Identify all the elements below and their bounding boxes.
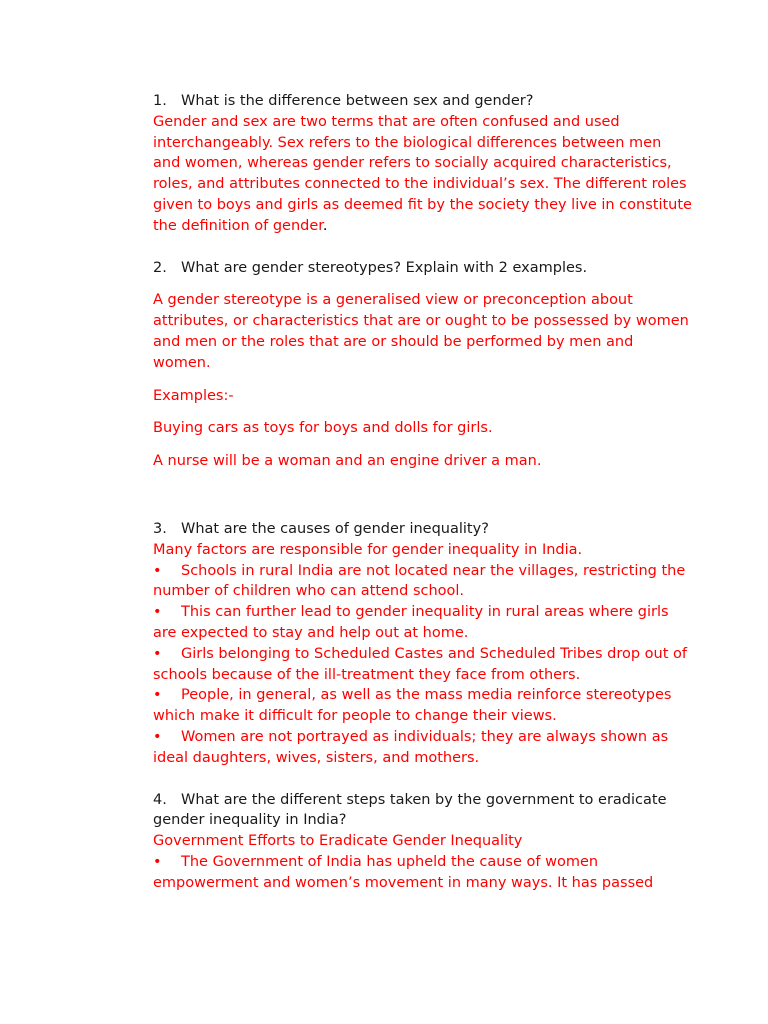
bullet-text: Girls belonging to Scheduled Castes and Scheduled Tribes drop out of schools because of the ill-treatment they face from others.	[153, 645, 688, 683]
bullet-text: This can further lead to gender inequality in rural areas where girls are expected to stay and help out at home.	[153, 604, 669, 641]
answer-2: A gender stereotype is a generalised view or preconception about attributes, or characteristics that are or ought to be possessed by women and men or the roles that are or should be performed by men and women.	[153, 292, 689, 371]
example-2: A nurse will be a woman and an engine driver a man.	[153, 453, 542, 470]
question-number: 1.	[153, 93, 167, 109]
answer-text: Gender and sex are two terms that are often confused and used interchangeably. Sex refers to the biological differences between men and women, whereas gender refers to socially acquired characteristics, roles, and attributes connected to the individual’s sex. The different roles given to boys and girls as deemed fit by the society they live in constitute the definition of gender	[153, 113, 692, 234]
question-2	[153, 258, 693, 279]
bullet-item	[153, 644, 693, 686]
question-3	[153, 519, 693, 540]
bullet-icon: •	[153, 604, 162, 621]
government-efforts-heading: Government Efforts to Eradicate Gender Inequality	[153, 833, 523, 850]
document-page	[153, 91, 693, 894]
causes-intro: Many factors are responsible for gender inequality in India.	[153, 541, 583, 558]
bullet-item	[153, 602, 693, 644]
bullet-item	[153, 685, 693, 727]
question-text: What are the causes of gender inequality?	[181, 520, 489, 537]
question-text: What are gender stereotypes? Explain with 2 examples.	[181, 259, 588, 276]
bullet-icon: •	[153, 728, 162, 745]
bullet-text: Schools in rural India are not located near the villages, restricting the number of children who can attend school.	[153, 562, 686, 600]
question-text: What are the different steps taken by the government to eradicate gender inequality in India?	[153, 791, 667, 829]
bullet-item	[153, 727, 693, 769]
bullet-icon: •	[153, 562, 162, 579]
bullet-icon: •	[153, 853, 162, 870]
bullet-item	[153, 561, 693, 603]
bullet-item	[153, 852, 693, 894]
question-4	[153, 790, 693, 832]
answer-1	[153, 112, 693, 237]
examples-label: Examples:-	[153, 387, 234, 404]
question-1	[153, 91, 693, 112]
question-number: 3.	[153, 520, 167, 537]
bullet-text: Women are not portrayed as individuals; they are always shown as ideal daughters, wives, sisters, and mothers.	[153, 728, 669, 766]
bullet-text: People, in general, as well as the mass media reinforce stereotypes which make it difficult for people to change their views.	[153, 687, 672, 725]
question-number: 4.	[153, 791, 167, 808]
bullet-text: The Government of India has upheld the cause of women empowerment and women’s movement in many ways. It has passed	[153, 853, 654, 891]
question-number: 2.	[153, 259, 167, 276]
question-text: What is the difference between sex and gender?	[181, 93, 534, 109]
bullet-icon: •	[153, 687, 162, 704]
example-1: Buying cars as toys for boys and dolls for girls.	[153, 420, 493, 437]
bullet-icon: •	[153, 645, 162, 662]
answer-period: .	[322, 217, 328, 234]
